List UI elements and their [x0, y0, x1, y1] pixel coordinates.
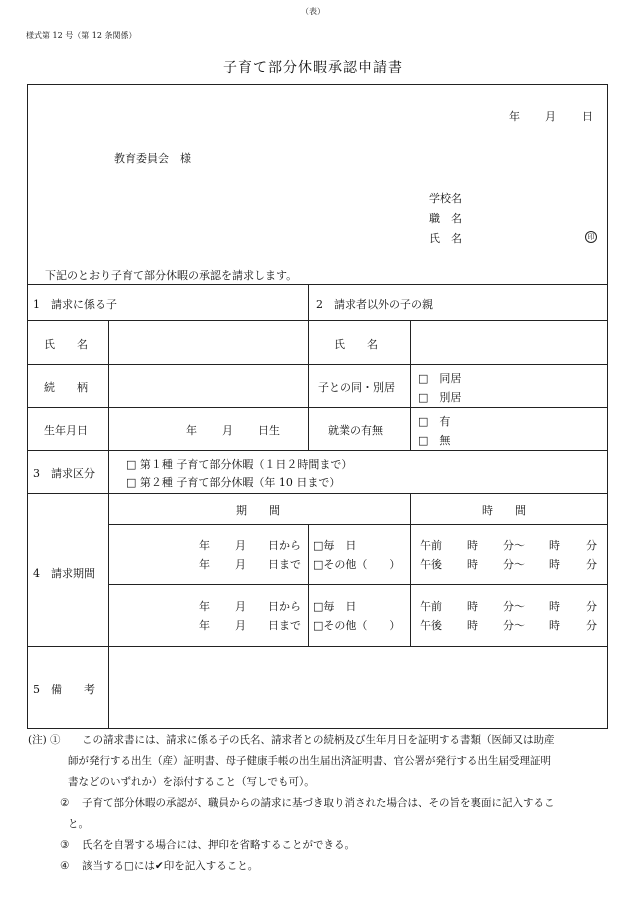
note3-number: ③ — [60, 839, 70, 851]
name-label: 氏 名 — [429, 232, 462, 245]
am-hour: 時 — [467, 539, 478, 552]
notes-prefix: (注) ① — [28, 734, 61, 746]
from-month: 月 — [235, 600, 246, 613]
employment-label: 就業の有無 — [328, 424, 383, 437]
pm-hour: 時 — [467, 619, 478, 632]
cohabit-option-separate[interactable]: □ 別居 — [418, 391, 462, 404]
section1-heading: 1 請求に係る子 — [33, 298, 117, 311]
note1-line2: 師が発行する出生（産）証明書、母子健康手帳の出生届出済証明書、官公署が発行する出生届受理証明 — [68, 755, 551, 767]
to-month: 月 — [235, 558, 246, 571]
am-label: 午前 — [420, 539, 442, 552]
freq-other-option[interactable]: □その他（ ） — [313, 619, 401, 632]
pm-label: 午後 — [420, 558, 442, 571]
seal-icon: 印 — [585, 231, 597, 243]
freq-daily-option[interactable]: □毎 日 — [313, 539, 357, 552]
freq-other-option[interactable]: □その他（ ） — [313, 558, 401, 571]
birth-year: 年 — [186, 424, 197, 437]
pm-minute-to: 分～ — [503, 619, 525, 632]
note3-text: 氏名を自署する場合には、押印を省略することができる。 — [82, 839, 355, 851]
pm-end-minute: 分 — [586, 619, 597, 632]
request-sentence: 下記のとおり子育て部分休暇の承認を請求します。 — [45, 269, 298, 282]
cohabit-option-same[interactable]: □ 同居 — [418, 372, 462, 385]
from-year: 年 — [199, 600, 210, 613]
birth-day-suffix: 日生 — [258, 424, 280, 437]
note1-line3: 書などのいずれか）を添付すること（写しでも可）。 — [68, 776, 315, 788]
section4-heading: 4 請求期間 — [33, 567, 95, 580]
am-end-minute: 分 — [586, 600, 597, 613]
from-year: 年 — [199, 539, 210, 552]
freq-daily-option[interactable]: □毎 日 — [313, 600, 357, 613]
to-day: 日まで — [268, 619, 301, 632]
am-minute-to: 分～ — [503, 539, 525, 552]
pm-minute-to: 分～ — [503, 558, 525, 571]
am-end-minute: 分 — [586, 539, 597, 552]
am-minute-to: 分～ — [503, 600, 525, 613]
pm-label: 午後 — [420, 619, 442, 632]
to-year: 年 — [199, 619, 210, 632]
birth-label: 生年月日 — [44, 424, 88, 437]
to-month: 月 — [235, 619, 246, 632]
am-hour: 時 — [467, 600, 478, 613]
note2-number: ② — [60, 797, 70, 809]
section5-heading: 5 備 考 — [33, 683, 95, 696]
time-header: 時 間 — [482, 504, 526, 517]
to-year: 年 — [199, 558, 210, 571]
am-end-hour: 時 — [549, 539, 560, 552]
note2-line1: 子育て部分休暇の承認が、職員からの請求に基づき取り消された場合は、その旨を裏面に記入するこ — [82, 797, 555, 809]
from-month: 月 — [235, 539, 246, 552]
birth-month: 月 — [222, 424, 233, 437]
to-day: 日まで — [268, 558, 301, 571]
recipient: 教育委員会 様 — [114, 152, 191, 165]
date-year-label: 年 — [509, 110, 520, 123]
am-label: 午前 — [420, 600, 442, 613]
parent-name-label: 氏 名 — [334, 338, 378, 351]
cohabit-label: 子との同・別居 — [318, 381, 395, 394]
employment-option-no[interactable]: □ 無 — [418, 434, 451, 447]
note2-line2: と。 — [68, 818, 89, 830]
date-day-label: 日 — [582, 110, 593, 123]
child-name-label: 氏 名 — [44, 338, 88, 351]
pm-end-minute: 分 — [586, 558, 597, 571]
note1-line1: この請求書には、請求に係る子の氏名、請求者との続柄及び生年月日を証明する書類（医師又は助産 — [82, 734, 555, 746]
pm-end-hour: 時 — [549, 558, 560, 571]
date-month-label: 月 — [545, 110, 556, 123]
from-day: 日から — [268, 539, 301, 552]
employment-option-yes[interactable]: □ 有 — [418, 415, 451, 428]
note4-text: 該当する□には✔印を記入すること。 — [82, 860, 259, 872]
leave-type-2-option[interactable]: □ 第２種 子育て部分休暇（年 10 日まで） — [126, 476, 341, 489]
from-day: 日から — [268, 600, 301, 613]
section3-heading: 3 請求区分 — [33, 467, 95, 480]
relation-label: 続 柄 — [44, 381, 88, 394]
page-title: 子育て部分休暇承認申請書 — [223, 60, 403, 76]
note4-number: ④ — [60, 860, 70, 872]
pm-hour: 時 — [467, 558, 478, 571]
section2-heading: 2 請求者以外の子の親 — [316, 298, 433, 311]
period-header: 期 間 — [236, 504, 280, 517]
form-number: 様式第 12 号（第 12 条関係） — [26, 31, 137, 40]
am-end-hour: 時 — [549, 600, 560, 613]
side-label: （表） — [301, 7, 325, 16]
position-label: 職 名 — [429, 212, 462, 225]
leave-type-1-option[interactable]: □ 第１種 子育て部分休暇（１日２時間まで） — [126, 458, 353, 471]
school-label: 学校名 — [429, 192, 462, 205]
pm-end-hour: 時 — [549, 619, 560, 632]
